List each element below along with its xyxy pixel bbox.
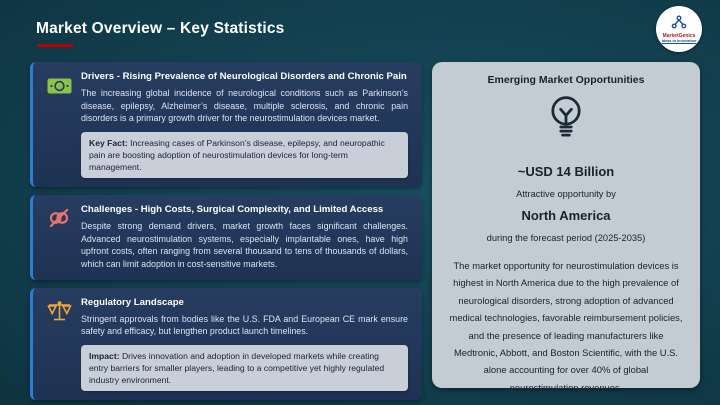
opportunity-value: ~USD 14 Billion (517, 164, 615, 179)
lightbulb-icon (448, 94, 684, 140)
card-regulatory (30, 288, 422, 400)
card-body: Stringent approvals from bodies like the U.S. FDA and European CE mark ensure safety and efficacy, but lengthen product launch timelines. (81, 313, 408, 337)
money-bill-icon (46, 72, 73, 99)
card-title: Drivers - Rising Prevalence of Neurological Disorders and Chronic Pain (81, 71, 407, 82)
callout-label: Key Fact: (89, 137, 128, 148)
scales-icon (46, 298, 73, 325)
molecule-icon (671, 15, 687, 34)
card-body: Despite strong demand drivers, market growth faces significant challenges. Advanced neurostimulation systems, especially implantable ones, have high upfront costs, often ranging from several thousand to tens of thousands of dollars, which can limit adoption in cost-sensitive markets. (81, 221, 408, 269)
opportunity-period: during the forecast period (2025-2035) (486, 233, 646, 243)
card-title: Challenges - High Costs, Surgical Complexity, and Limited Access (81, 204, 384, 216)
card-challenges (30, 195, 422, 280)
key-fact-box (81, 132, 408, 178)
key-statistics-list (30, 62, 422, 405)
callout-text: Drives innovation and adoption in developed markets while creating entry barriers for smaller players, leading to a competitive yet highly regulated industry environment. (89, 350, 385, 385)
logo-name: MarketGenics (662, 32, 696, 39)
callout-label: Impact: (89, 350, 120, 361)
opportunity-region: North America (521, 208, 611, 223)
title-underline (37, 44, 73, 47)
impact-box (81, 345, 408, 391)
callout-text: Increasing cases of Parkinson’s disease, epilepsy, and neuropathic pain are boosting adoption of neurostimulation devices for long-term management. (89, 137, 385, 172)
panel-title: Emerging Market Opportunities (487, 74, 645, 86)
broken-link-icon (46, 205, 73, 232)
opportunity-description: The market opportunity for neurostimulation devices is highest in North America due to the high prevalence of neurological disorders, strong adoption of advanced medical technologies, favorable reimbursement policies, and the presence of leading manufacturers like Medtronic, Abbott, and Boston Scientific, with the U.S. alone accounting for over 40% of global neurostimulation revenues. (449, 260, 683, 393)
page-title: Market Overview – Key Statistics (36, 20, 285, 37)
card-body: The increasing global incidence of neurological conditions such as Parkinson’s disease, epilepsy, Alzheimer’s disease, multiple sclerosis, and chronic pain disorders is a primary growth driver for the neurostimulation devices market. (81, 88, 408, 124)
card-title: Regulatory Landscape (81, 296, 184, 308)
logo-tagline: Ideas to Innovation (661, 39, 697, 44)
emerging-opportunities-panel (432, 62, 700, 393)
card-drivers (30, 62, 422, 187)
company-logo (656, 6, 702, 52)
opportunity-subtitle: Attractive opportunity by (516, 189, 616, 199)
